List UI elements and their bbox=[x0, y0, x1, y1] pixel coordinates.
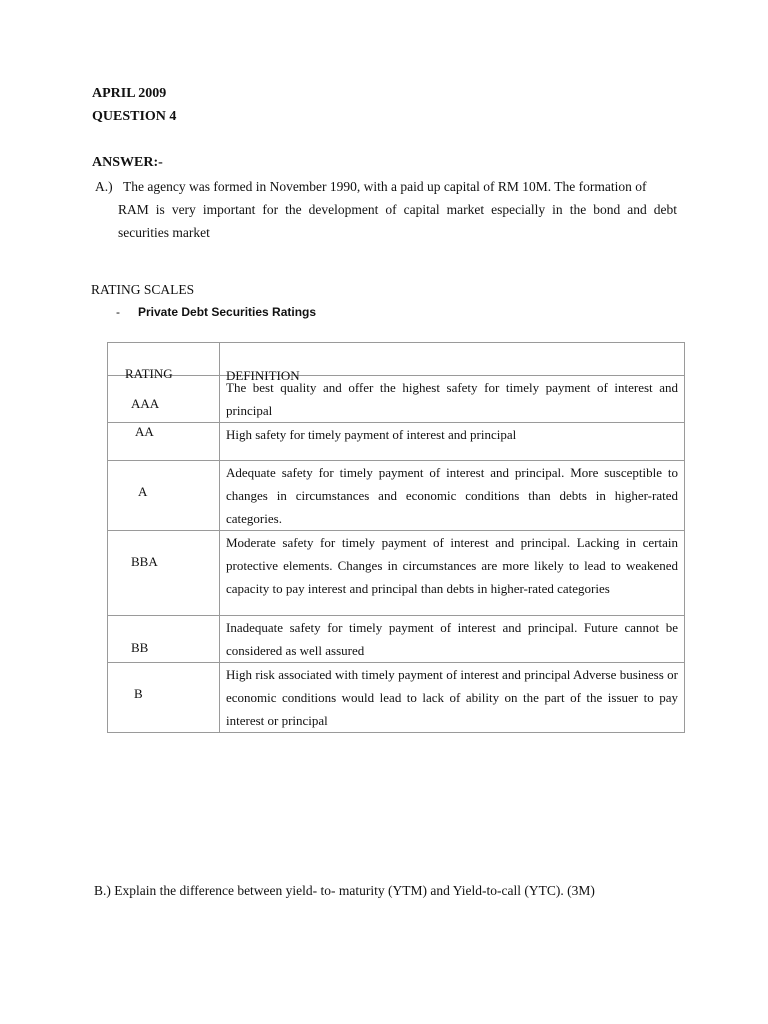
rating-value: AAA bbox=[131, 396, 160, 411]
rating-column-header: RATING bbox=[125, 366, 173, 381]
question-number: QUESTION 4 bbox=[92, 109, 177, 124]
rating-value: BBA bbox=[131, 554, 158, 569]
table-row bbox=[108, 423, 685, 461]
table-row bbox=[108, 531, 685, 616]
part-a-label: A.) bbox=[95, 179, 113, 194]
rating-definition: Adequate safety for timely payment of interest and principal. More susceptible to changes in circumstances and economic conditions than debts in higher-rated categories. bbox=[220, 461, 685, 531]
answer-label: ANSWER:- bbox=[92, 155, 163, 170]
rating-scales-title: RATING SCALES bbox=[91, 282, 195, 297]
rating-value: B bbox=[134, 686, 143, 701]
table-row bbox=[108, 616, 685, 663]
rating-definition: Inadequate safety for timely payment of interest and principal. Future cannot be considered as well assured bbox=[220, 616, 685, 663]
rating-table-subtitle: Private Debt Securities Ratings bbox=[138, 305, 317, 319]
rating-definition: High risk associated with timely payment of interest and principal Adverse business or economic conditions would lead to lack of ability on the part of the issuer to pay interest or principal bbox=[220, 663, 685, 733]
part-b-question: B.) Explain the difference between yield- to- maturity (YTM) and Yield-to-call (YTC). (3M) bbox=[94, 883, 595, 898]
table-row bbox=[108, 376, 685, 423]
part-a-line-2: RAM is very important for the development of capital market especially in the bond and debt bbox=[118, 202, 677, 217]
rating-header-cell bbox=[108, 343, 220, 381]
table-row bbox=[108, 343, 685, 376]
definition-column-header: DEFINITION bbox=[226, 368, 300, 383]
exam-date: APRIL 2009 bbox=[92, 86, 167, 101]
definition-header-cell bbox=[220, 343, 685, 383]
rating-value: AA bbox=[135, 424, 154, 439]
part-a-line-1: The agency was formed in November 1990, with a paid up capital of RM 10M. The formation of bbox=[123, 179, 647, 194]
bullet-dash: - bbox=[116, 305, 120, 319]
part-a-line-3: securities market bbox=[118, 225, 210, 240]
rating-table bbox=[107, 342, 685, 733]
table-row bbox=[108, 461, 685, 531]
rating-value: BB bbox=[131, 640, 149, 655]
rating-definition: The best quality and offer the highest safety for timely payment of interest and principal bbox=[220, 376, 685, 423]
rating-definition: High safety for timely payment of interest and principal bbox=[220, 423, 685, 461]
rating-value: A bbox=[138, 484, 148, 499]
table-row bbox=[108, 663, 685, 733]
rating-definition: Moderate safety for timely payment of interest and principal. Lacking in certain protective elements. Changes in circumstances are more likely to lead to weakened capacity to pay interest and principal than debts in higher-rated categories bbox=[220, 531, 685, 616]
